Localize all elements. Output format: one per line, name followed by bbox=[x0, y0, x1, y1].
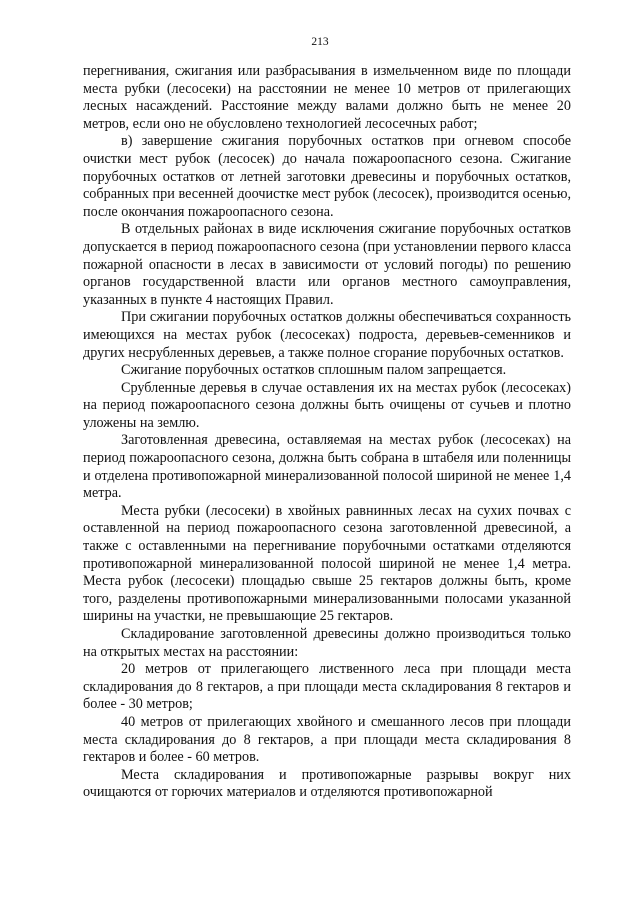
page-number: 213 bbox=[311, 36, 329, 48]
paragraph: Места складирования и противопожарные разрывы вокруг них очищаются от горючих материалов и отделяются противопожарной bbox=[83, 766, 571, 801]
paragraph: Сжигание порубочных остатков сплошным палом запрещается. bbox=[121, 362, 507, 379]
paragraph: Срубленные деревья в случае оставления их на местах рубок (лесосеках) на период пожароопасного сезона должны быть очищены от сучьев и плотно уложены на землю. bbox=[83, 379, 571, 431]
paragraph: 40 метров от прилегающих хвойного и смешанного лесов при площади места складирования до 8 гектаров, а при площади места складирования 8 гектаров и более - 60 метров. bbox=[83, 713, 571, 766]
paragraph: Места рубки (лесосеки) в хвойных равнинных лесах на сухих почвах с оставленной на период пожароопасного сезона заготовленной древесиной, а также с оставленными на перегнивание порубочными остатками отделяются противопожарной минерализованной полосой шириной не менее 1,4 метра. Места рубок (лесосеки) площадью свыше 25 гектаров должны быть, кроме того, разделены противопожарными минерализованными полосами указанной ширины на участки, не превышающие 25 гектаров. bbox=[83, 502, 571, 625]
paragraph: 20 метров от прилегающего лиственного леса при площади места складирования до 8 гектаров, а при площади места складирования 8 гектаров и более - 30 метров; bbox=[83, 661, 571, 713]
paragraph: При сжигании порубочных остатков должны обеспечиваться сохранность имеющихся на местах рубок (лесосеках) подроста, деревьев-семенников и других несрубленных деревьев, а также полное сгорание порубочных остатков. bbox=[83, 309, 571, 361]
paragraph: в) завершение сжигания порубочных остатков при огневом способе очистки мест рубок (лесосек) до начала пожароопасного сезона. Сжигание порубочных остатков от летней заготовки древесины и порубочных остатков, собранных при весенней доочистке мест рубок (лесосек), производится осенью, после окончания пожароопасного сезона. bbox=[83, 133, 571, 220]
paragraph: перегнивания, сжигания или разбрасывания в измельченном виде по площади места рубки (лесосеки) на расстоянии не менее 10 метров от прилегающих лесных насаждений. Расстояние между валами должно быть не менее 20 метров, если оно не обусловлено технологией лесосечных работ; bbox=[83, 63, 571, 132]
paragraph: В отдельных районах в виде исключения сжигание порубочных остатков допускается в период пожароопасного сезона (при установлении первого класса пожарной опасности в лесах в зависимости от условий погоды) по решению органов государственной власти или органов местного самоуправления, указанных в пункте 4 настоящих Правил. bbox=[83, 221, 571, 308]
document-body bbox=[83, 63, 571, 802]
paragraph: Заготовленная древесина, оставляемая на местах рубок (лесосеках) на период пожароопасного сезона, должна быть собрана в штабеля или поленницы и отделена противопожарной минерализованной полосой шириной не менее 1,4 метра. bbox=[83, 432, 571, 502]
paragraph: Складирование заготовленной древесины должно производиться только на открытых местах на расстоянии: bbox=[83, 626, 571, 660]
